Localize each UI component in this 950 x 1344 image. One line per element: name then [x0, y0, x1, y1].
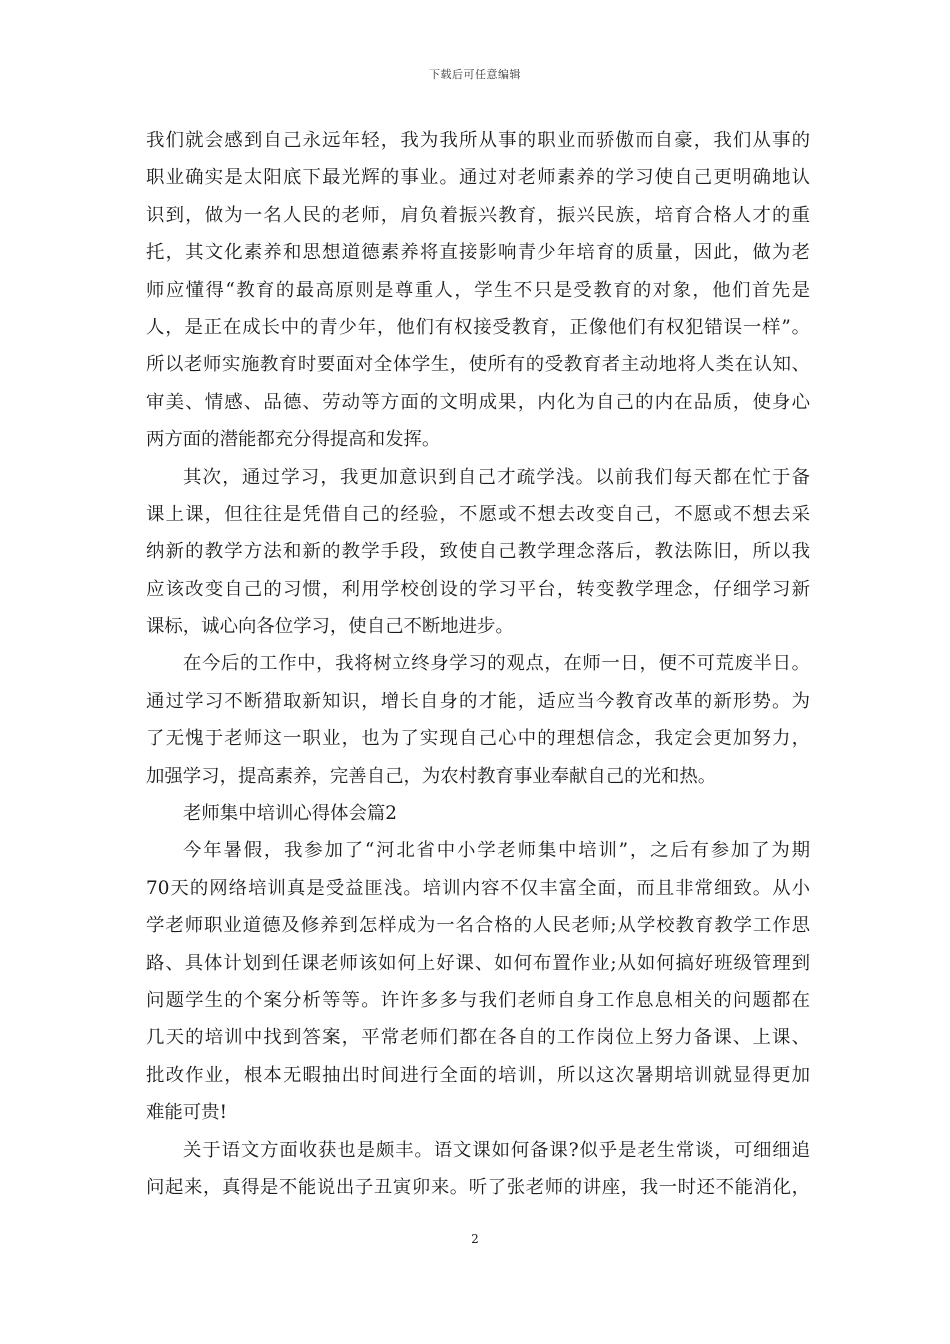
text-line: 通过学习不断猎取新知识，增长自身的才能，适应当今教育改革的新形势。为 [146, 690, 810, 712]
text-line: 人，是正在成长中的青少年，他们有权接受教育，正像他们有权犯错误一样”。 [146, 316, 810, 338]
text-line: 问题学生的个案分析等等。许许多多与我们老师自身工作息息相关的问题都在 [146, 989, 810, 1011]
text-line: 难能可贵! [146, 1102, 227, 1124]
text-line: 加强学习，提高素养，完善自己，为农村教育事业奉献自己的光和热。 [146, 765, 717, 787]
paragraph-first-line: 在今后的工作中，我将树立终身学习的观点，在师一日，便不可荒废半日。 [183, 653, 810, 675]
document-body [146, 122, 810, 1206]
text-line: 我们就会感到自己永远年轻，我为我所从事的职业而骄傲而自豪，我们从事的 [146, 130, 810, 151]
text-line: 学老师职业道德及修养到怎样成为一名合格的人民老师;从学校教育教学工作思 [146, 915, 810, 937]
text-line: 课标，诚心向各位学习，使自己不断地进步。 [146, 616, 514, 638]
paragraph-first-line: 关于语文方面收获也是颇丰。语文课如何备课?似乎是老生常谈，可细细追 [183, 1139, 810, 1161]
text-line: 课上课，但往往是凭借自己的经验，不愿或不想去改变自己，不愿或不想去采 [146, 503, 810, 525]
text-line: 了无愧于老师这一职业，也为了实现自己心中的理想信念，我定会更加努力， [146, 728, 810, 750]
section-heading: 老师集中培训心得体会篇2 [183, 803, 397, 825]
text-line: 批改作业，根本无暇抽出时间进行全面的培训，所以这次暑期培训就显得更加 [146, 1064, 810, 1086]
paragraph-first-line: 其次，通过学习，我更加意识到自己才疏学浅。以前我们每天都在忙于备 [183, 466, 810, 488]
text-line: 纳新的教学方法和新的教学手段，致使自己教学理念落后，教法陈旧，所以我 [146, 541, 810, 563]
text-line: 所以老师实施教育时要面对全体学生，使所有的受教育者主动地将人类在认知、 [146, 354, 810, 376]
text-line: 70天的网络培训真是受益匪浅。培训内容不仅丰富全面，而且非常细致。从小 [146, 877, 810, 899]
text-line: 两方面的潜能都充分得提高和发挥。 [146, 429, 441, 451]
text-line: 问起来，真得是不能说出子丑寅卯来。听了张老师的讲座，我一时还不能消化， [146, 1176, 810, 1198]
header-note: 下载后可任意编辑 [429, 68, 521, 81]
text-line: 几天的培训中找到答案，平常老师们都在各自的工作岗位上努力备课、上课、 [146, 1027, 810, 1049]
page-number: 2 [471, 1232, 479, 1246]
text-line: 师应懂得“教育的最高原则是尊重人，学生不只是受教育的对象，他们首先是 [146, 279, 810, 301]
text-line: 托，其文化素养和思想道德素养将直接影响青少年培育的质量，因此，做为老 [146, 242, 810, 264]
text-line: 职业确实是太阳底下最光辉的事业。通过对老师素养的学习使自己更明确地认 [146, 167, 810, 189]
text-line: 识到，做为一名人民的老师，肩负着振兴教育，振兴民族，培育合格人才的重 [146, 204, 810, 226]
paragraph-first-line: 今年暑假，我参加了“河北省中小学老师集中培训”，之后有参加了为期 [183, 840, 810, 862]
text-line: 应该改变自己的习惯，利用学校创设的学习平台，转变教学理念，仔细学习新 [146, 578, 810, 600]
text-line: 审美、情感、品德、劳动等方面的文明成果，内化为自己的内在品质，使身心 [146, 391, 810, 413]
text-line: 路、具体计划到任课老师该如何上好课、如何布置作业;从如何搞好班级管理到 [146, 952, 810, 974]
